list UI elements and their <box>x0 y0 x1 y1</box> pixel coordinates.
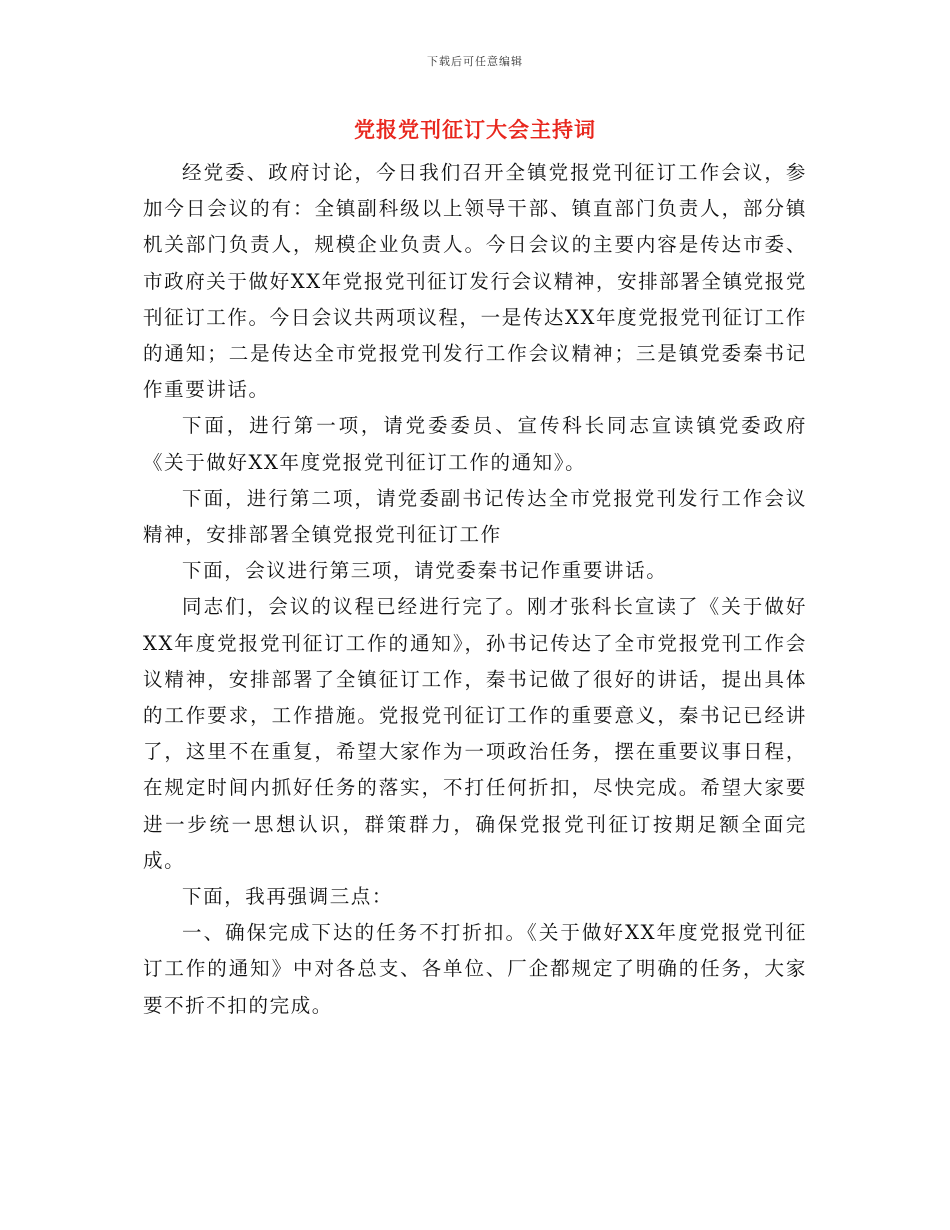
paragraph-item-2: 下面，进行第二项，请党委副书记传达全市党报党刊发行工作会议精神，安排部署全镇党报党刊征订工作 <box>143 486 807 547</box>
header-note: 下载后可任意编辑 <box>427 55 523 68</box>
paragraph-emphasis-intro: 下面，我再强调三点： <box>182 885 394 909</box>
paragraph-intro: 经党委、政府讨论，今日我们召开全镇党报党刊征订工作会议，参加今日会议的有：全镇副科级以上领导干部、镇直部门负责人，部分镇机关部门负责人，规模企业负责人。今日会议的主要内容是传达市委、市政府关于做好XX年党报党刊征订发行会议精神，安排部署全镇党报党刊征订工作。今日会议共两项议程，一是传达XX年度党报党刊征订工作的通知；二是传达全市党报党刊发行工作会议精神；三是镇党委秦书记作重要讲话。 <box>143 161 807 402</box>
paragraph-item-3: 下面，会议进行第三项，请党委秦书记作重要讲话。 <box>182 559 668 583</box>
document-title: 党报党刊征订大会主持词 <box>354 117 596 142</box>
paragraph-item-1: 下面，进行第一项，请党委委员、宣传科长同志宣读镇党委政府《关于做好XX年度党报党刊征订工作的通知》。 <box>143 414 807 474</box>
document-body <box>143 155 807 1024</box>
paragraph-point-1: 一、确保完成下达的任务不打折扣。《关于做好XX年度党报党刊征订工作的通知》中对各总支、各单位、厂企都规定了明确的任务，大家要不折不扣的完成。 <box>143 921 807 1017</box>
paragraph-summary: 同志们，会议的议程已经进行完了。刚才张科长宣读了《关于做好XX年度党报党刊征订工作的通知》，孙书记传达了全市党报党刊工作会议精神，安排部署了全镇征订工作，秦书记做了很好的讲话，提出具体的工作要求，工作措施。党报党刊征订工作的重要意义，秦书记已经讲了，这里不在重复，希望大家作为一项政治任务，摆在重要议事日程，在规定时间内抓好任务的落实，不打任何折扣，尽快完成。希望大家要进一步统一思想认识，群策群力，确保党报党刊征订按期足额全面完成。 <box>143 595 807 872</box>
